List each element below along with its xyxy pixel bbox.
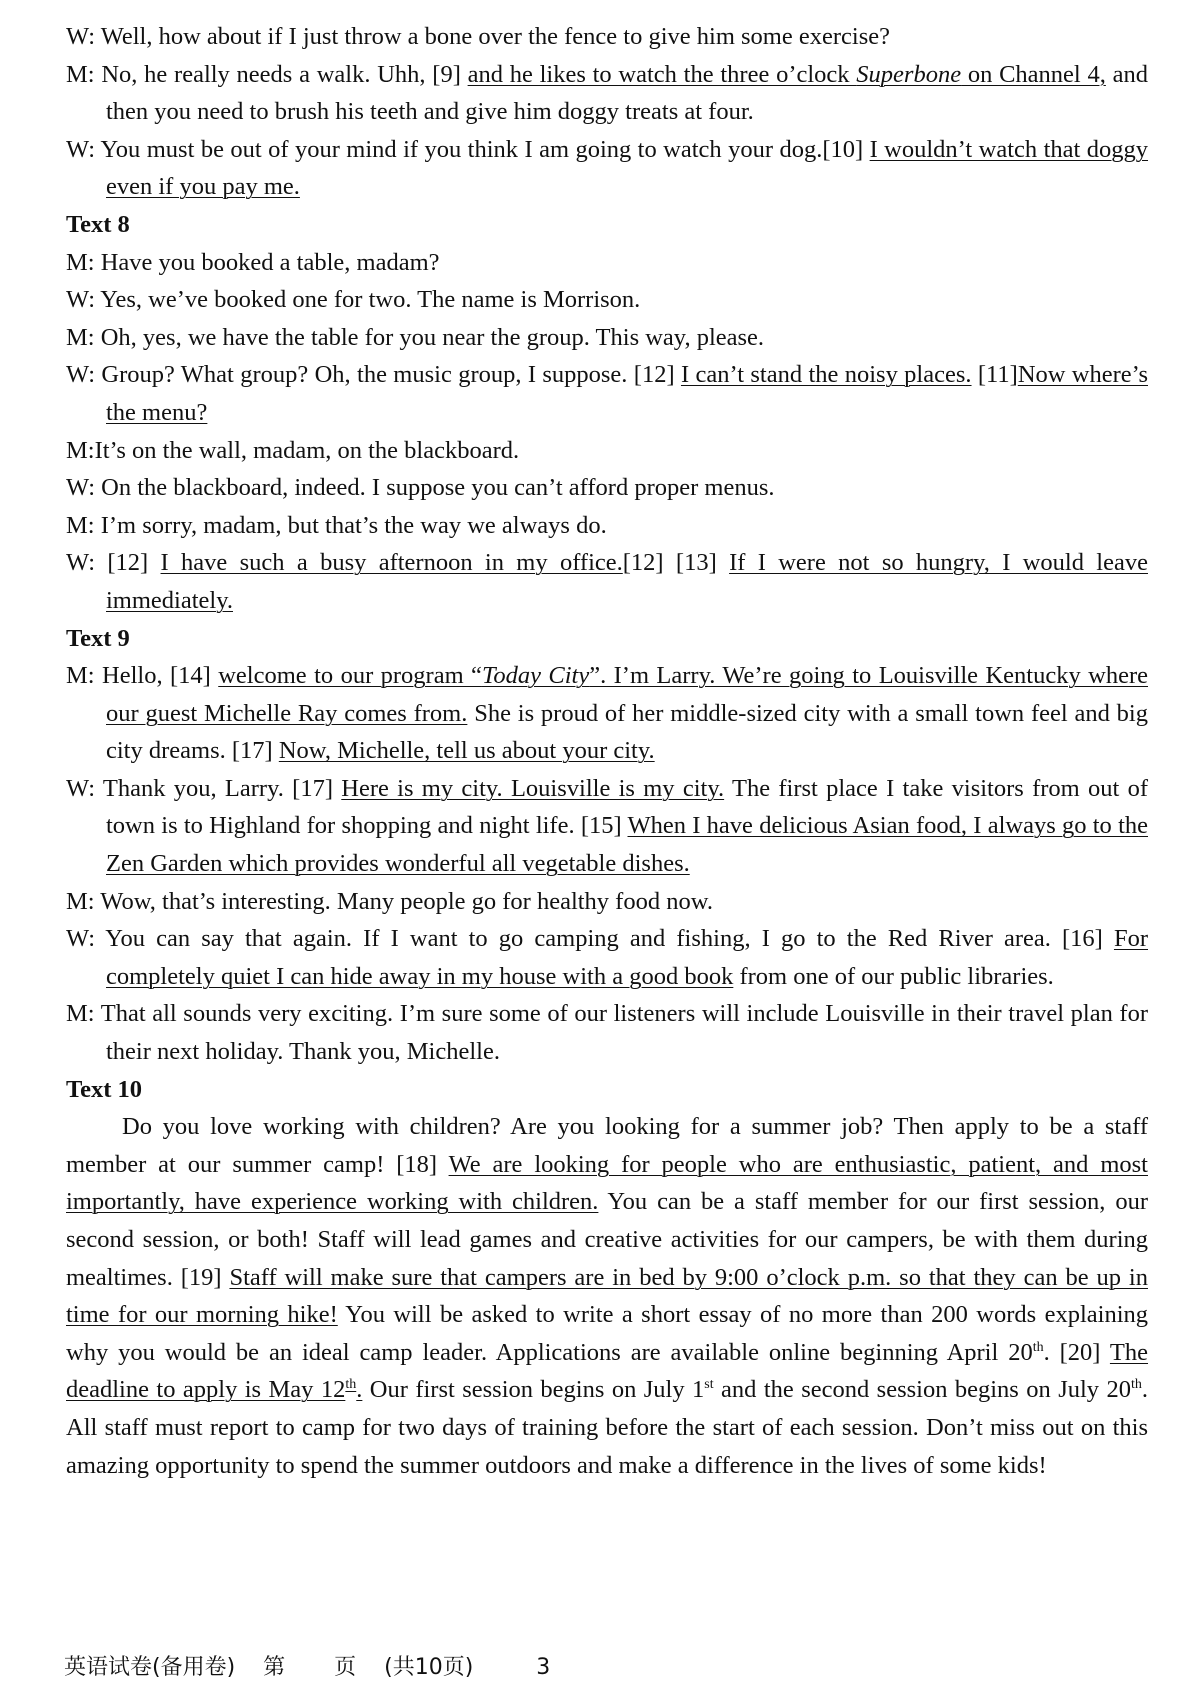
text-segment: st bbox=[704, 1377, 714, 1393]
underlined-answer-text: Today City bbox=[481, 662, 590, 690]
underlined-answer-text: I have such a busy afternoon in my office. bbox=[160, 549, 623, 577]
dialogue-line bbox=[66, 356, 1148, 431]
dialogue-line bbox=[66, 56, 1148, 131]
underlined-answer-text: For completely quiet I can hide away in my house with a good book bbox=[106, 925, 1148, 990]
speaker-label: W: bbox=[66, 474, 96, 502]
text8-dialogue bbox=[66, 244, 1148, 620]
dialogue-line bbox=[66, 244, 1148, 282]
speaker-label: W: bbox=[66, 23, 96, 50]
dialogue-line bbox=[66, 544, 1148, 619]
text-segment: Have you booked a table, madam? bbox=[94, 248, 440, 276]
underlined-answer-text: on Channel 4, bbox=[961, 60, 1106, 88]
text-segment: Thank you, Larry. [17] bbox=[95, 774, 342, 802]
text8-heading: Text 8 bbox=[66, 210, 130, 238]
speaker-label: M: bbox=[66, 323, 95, 351]
speaker-label: M: bbox=[66, 248, 95, 276]
underlined-answer-text: I can’t stand the noisy places. bbox=[680, 361, 972, 389]
dialogue-line bbox=[66, 319, 1148, 357]
speaker-label: W: bbox=[66, 286, 96, 314]
footer-total-pages: (共10页) bbox=[384, 1655, 474, 1680]
text-segment: Our first session begins on July 1 bbox=[362, 1376, 705, 1404]
underlined-answer-text: The deadline to apply is May 12 bbox=[66, 1338, 1149, 1404]
underlined-answer-text: th bbox=[345, 1377, 357, 1393]
text-segment: Do you love working with children? Are you looking for a summer job? Then apply to be a staff member at our summer camp! [18] bbox=[66, 1113, 1148, 1178]
underlined-answer-text: When I have delicious Asian food, I always go to the Zen Garden which provides wonderful all vegetable dishes. bbox=[106, 812, 1148, 878]
underlined-answer-text: I wouldn’t watch that doggy even if you pay me. bbox=[106, 135, 1149, 201]
speaker-label: M: bbox=[66, 662, 95, 690]
text-segment: [12] bbox=[95, 549, 161, 577]
underlined-answer-text: We are looking for people who are enthusiastic, patient, and most importantly, have experience working with children. bbox=[66, 1150, 1148, 1216]
speaker-label: M: bbox=[66, 1000, 95, 1028]
underlined-answer-text: Staff will make sure that campers are in bed by 9:00 o’clock p.m. so that they can be up in time for our morning hike! bbox=[66, 1263, 1148, 1329]
footer-exam-name: 英语试卷(备用卷) bbox=[64, 1655, 236, 1680]
text9-heading: Text 9 bbox=[66, 624, 130, 652]
underlined-answer-text: and he likes to watch the three o’clock bbox=[467, 60, 857, 88]
text-segment: Wow, that’s interesting. Many people go for healthy food now. bbox=[94, 887, 713, 915]
text-segment: Yes, we’ve booked one for two. The name is Morrison. bbox=[95, 286, 641, 314]
text-segment: She is proud of her middle-sized city with a small town feel and big city dreams. [17] bbox=[106, 699, 1148, 765]
speaker-label: W: bbox=[66, 135, 96, 163]
dialogue-line bbox=[66, 432, 1148, 470]
speaker-label: W: bbox=[66, 549, 96, 577]
text-segment: No, he really needs a walk. Uhh, [9] bbox=[94, 60, 468, 88]
footer-page-suffix: 页 bbox=[334, 1655, 357, 1680]
underlined-answer-text: If I were not so hungry, I would leave immediately. bbox=[106, 549, 1148, 614]
text-segment: and then you need to brush his teeth and give him doggy treats at four. bbox=[106, 60, 1148, 126]
dialogue-line bbox=[66, 507, 1148, 545]
text-segment: [11] bbox=[971, 361, 1018, 389]
speaker-label: M: bbox=[66, 511, 95, 539]
speaker-label: M: bbox=[66, 60, 95, 88]
dialogue-line bbox=[66, 131, 1148, 206]
text-segment: [12] [13] bbox=[622, 549, 730, 577]
text-segment: You must be out of your mind if you think I am going to watch your dog.[10] bbox=[95, 135, 870, 163]
text-segment: . [20] bbox=[1043, 1338, 1110, 1366]
speaker-label: M: bbox=[66, 436, 95, 464]
underlined-answer-text: Now, Michelle, tell us about your city. bbox=[278, 737, 655, 765]
dialogue-line bbox=[66, 657, 1148, 770]
text-segment: from one of our public libraries. bbox=[733, 962, 1054, 990]
text10-heading: Text 10 bbox=[66, 1075, 143, 1103]
text-segment: th bbox=[1130, 1377, 1142, 1393]
text-segment: and the second session begins on July 20 bbox=[713, 1376, 1131, 1404]
text-segment: Well, how about if I just throw a bone over the fence to give him some exercise? bbox=[95, 23, 890, 50]
dialogue-line bbox=[66, 770, 1148, 883]
text-segment: You can be a staff member for our first session, our second session, or both! Staff will lead games and creative activities for our campers, be with them during mealtimes. [19] bbox=[66, 1188, 1148, 1291]
dialogue-line bbox=[66, 995, 1148, 1070]
dialogue-line bbox=[66, 920, 1148, 995]
text-segment: That all sounds very exciting. I’m sure some of our listeners will include Louisville in their travel plan for their next holiday. Thank you, Michelle. bbox=[94, 1000, 1148, 1066]
text-segment: th bbox=[1032, 1339, 1044, 1355]
speaker-label: W: bbox=[66, 925, 96, 953]
text-segment: Group? What group? Oh, the music group, I suppose. [12] bbox=[95, 361, 681, 389]
text10-passage bbox=[66, 1108, 1148, 1484]
dialogue-line bbox=[66, 281, 1148, 319]
text9-dialogue bbox=[66, 657, 1148, 1071]
underlined-answer-text: Superbone bbox=[856, 60, 962, 88]
dialogue-line bbox=[66, 883, 1148, 921]
underlined-answer-text: Now where’s the menu? bbox=[106, 361, 1148, 426]
text-segment: Oh, yes, we have the table for you near the group. This way, please. bbox=[94, 323, 765, 351]
speaker-label: W: bbox=[66, 361, 96, 389]
text-segment: Hello, [14] bbox=[94, 662, 219, 690]
dialogue-line bbox=[66, 469, 1148, 507]
document-page bbox=[66, 18, 1148, 1484]
text-segment: . All staff must report to camp for two days of training before the start of each session. Don’t miss out on this amazing opportunity to spend the summer outdoors and make a difference in the lives of some kids! bbox=[66, 1376, 1148, 1479]
text-segment: You will be asked to write a short essay of no more than 200 words explaining why you would be an ideal camp leader. Applications are available online beginning April 20 bbox=[66, 1301, 1148, 1366]
underlined-answer-text: Here is my city. Louisville is my city. bbox=[341, 774, 725, 802]
continuation-dialogue bbox=[66, 18, 1148, 206]
footer-page-prefix: 第 bbox=[263, 1655, 286, 1680]
text-segment: On the blackboard, indeed. I suppose you can’t afford proper menus. bbox=[95, 474, 775, 502]
speaker-label: M: bbox=[66, 887, 95, 915]
underlined-answer-text: welcome to our program “ bbox=[218, 662, 482, 690]
speaker-label: W: bbox=[66, 774, 96, 802]
underlined-answer-text: ”. I’m Larry. We’re going to Louisville Kentucky where our guest Michelle Ray comes from. bbox=[106, 662, 1148, 727]
underlined-answer-text: . bbox=[356, 1376, 363, 1404]
text-segment: I’m sorry, madam, but that’s the way we always do. bbox=[94, 511, 607, 539]
page-footer bbox=[64, 1650, 550, 1681]
footer-page-number: 3 bbox=[536, 1655, 551, 1680]
dialogue-line bbox=[66, 18, 1148, 56]
text-segment: It’s on the wall, madam, on the blackboard. bbox=[94, 436, 520, 464]
text-segment: The first place I take visitors from out of town is to Highland for shopping and night life. [15] bbox=[106, 774, 1149, 840]
text-segment: You can say that again. If I want to go camping and fishing, I go to the Red River area. [16] bbox=[95, 925, 1114, 953]
